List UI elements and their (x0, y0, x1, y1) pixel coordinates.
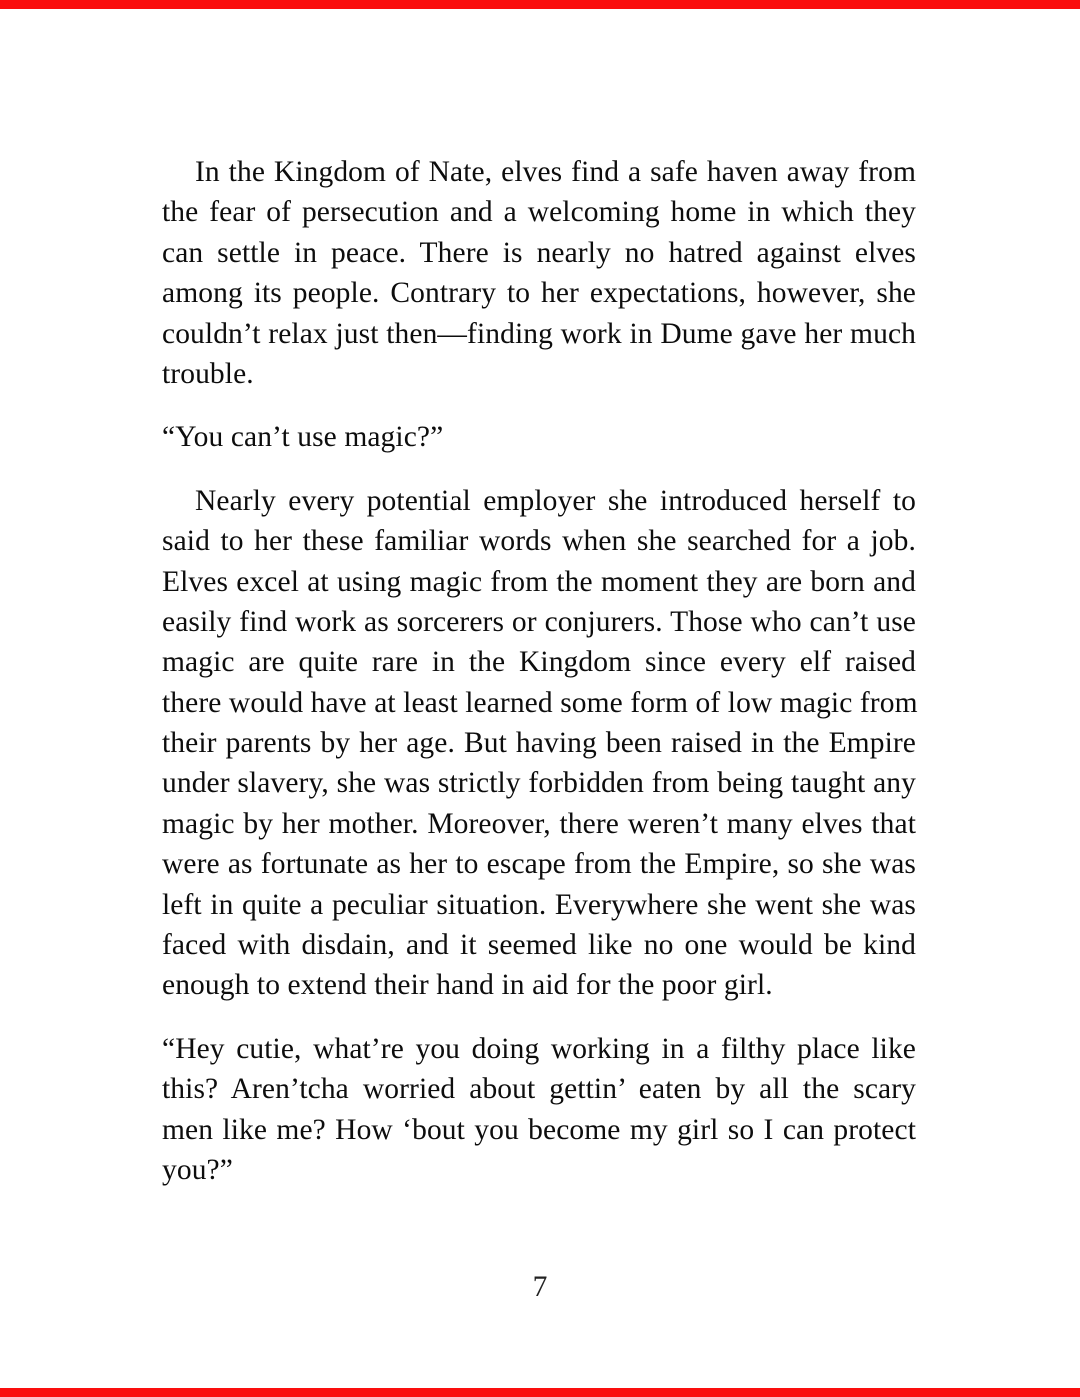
text-line: easily find work as sorcerers or conjurers. Those who can’t use (162, 605, 916, 638)
text-line: were as fortunate as her to escape from the Empire, so she was (162, 848, 916, 881)
text-line: left in quite a peculiar situation. Everywhere she went she was (162, 888, 916, 921)
body-text-column (162, 152, 916, 1190)
text-line: you?” (162, 1153, 233, 1186)
paragraph (162, 1029, 916, 1191)
text-line: faced with disdain, and it seemed like no one would be kind (162, 929, 916, 962)
text-line: said to her these familiar words when she searched for a job. (162, 525, 916, 558)
text-line: “You can’t use magic?” (162, 421, 444, 454)
text-line: couldn’t relax just then—finding work in Dume gave her much (162, 317, 916, 350)
text-line: In the Kingdom of Nate, elves find a safe haven away from (195, 156, 916, 188)
text-line: Elves excel at using magic from the moment they are born and (162, 565, 916, 598)
text-line: under slavery, she was strictly forbidden from being taught any (162, 767, 916, 800)
text-line: “Hey cutie, what’re you doing working in a filthy place like (162, 1032, 916, 1065)
text-line: the fear of persecution and a welcoming home in which they (162, 196, 916, 229)
top-edge-bar (0, 0, 1080, 9)
text-line: among its people. Contrary to her expectations, however, she (162, 277, 916, 310)
text-line: Nearly every potential employer she introduced herself to (195, 484, 916, 517)
text-line: their parents by her age. But having been raised in the Empire (162, 727, 916, 760)
text-line: enough to extend their hand in aid for the poor girl. (162, 969, 773, 1002)
paragraph (162, 417, 916, 457)
bottom-edge-bar (0, 1388, 1080, 1397)
paragraph (162, 481, 916, 1006)
page-number: 7 (532, 1271, 548, 1303)
paragraph (162, 152, 916, 394)
text-line: can settle in peace. There is nearly no hatred against elves (162, 236, 916, 269)
text-line: magic by her mother. Moreover, there weren’t many elves that (162, 807, 916, 840)
text-line: trouble. (162, 357, 254, 390)
text-line: this? Aren’tcha worried about gettin’ eaten by all the scary (162, 1073, 916, 1106)
text-line: magic are quite rare in the Kingdom since every elf raised (162, 646, 916, 679)
text-line: there would have at least learned some form of low magic from (162, 686, 918, 719)
text-line: men like me? How ‘bout you become my girl so I can protect (162, 1113, 916, 1146)
